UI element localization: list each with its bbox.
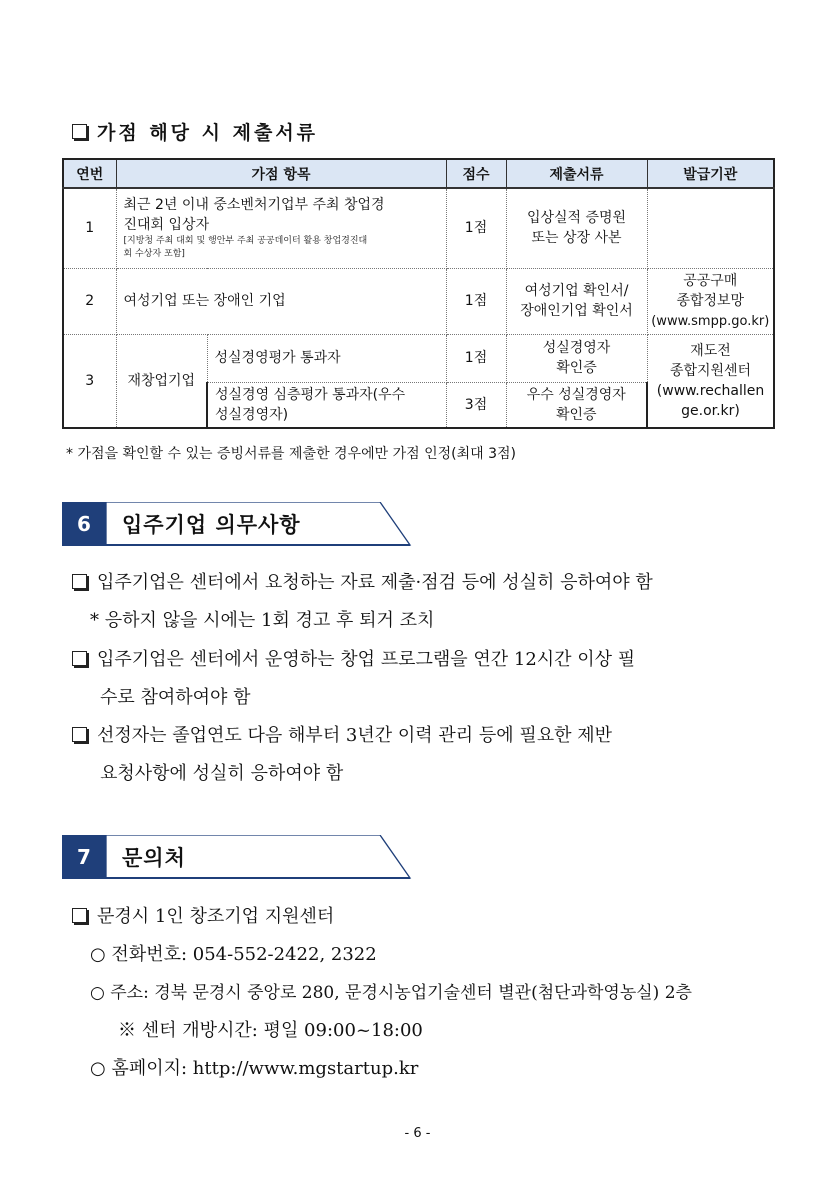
row2-no: 2 [63,268,116,334]
row2-doc-line2: 장애인기업 확인서 [520,303,633,319]
table-row [63,334,774,382]
table-row [63,188,774,268]
section7-center [72,902,777,928]
section6-item1-note: * 응하지 않을 시에는 1회 경고 후 퇴거 조치 [90,610,435,631]
row1-doc [506,188,647,268]
row3-org-line3: (www.rechallen [656,382,765,399]
section7-hours: ※ 센터 개방시간: 평일 09:00~18:00 [118,1020,423,1041]
table-header-row [63,159,774,188]
doc-heading [72,118,318,145]
checkbox-square-icon [72,574,87,589]
header-org: 발급기관 [647,159,774,188]
row1-item [116,188,446,268]
header-score: 점수 [446,159,506,188]
row3-sub1-item: 성실경영평가 통과자 [207,334,446,382]
section7-address: ○ 주소: 경북 문경시 중앙로 280, 문경시농업기술센터 별관(첨단과학영농실) 2층 [90,983,692,1003]
row3-sub1-doc [506,334,647,382]
checkbox-square-icon [72,651,87,666]
table-row [63,268,774,334]
checkbox-square-icon [72,908,87,923]
section7-center-text: 문경시 1인 창조기업 지원센터 [97,906,335,927]
section7-number: 7 [77,845,91,869]
section7-phone: ○ 전화번호: 054-552-2422, 2322 [90,944,377,965]
header-doc: 제출서류 [506,159,647,188]
row2-org [647,268,774,334]
section7-homepage: ○ 홈페이지: http://www.mgstartup.kr [90,1058,419,1079]
section6-header [62,502,412,546]
row2-org-line3: (www.smpp.go.kr) [651,313,770,329]
row3-sub1-doc-line2: 확인증 [556,360,597,376]
row3-sub2-item [207,382,446,428]
row2-doc-line1: 여성기업 확인서/ [524,283,629,299]
row3-sub2-doc-line2: 확인증 [555,406,597,423]
header-no: 연번 [63,159,116,188]
row1-item-note2: 회 수상자 포함] [123,249,185,260]
row3-no: 3 [63,334,116,428]
section6-title: 입주기업 의무사항 [122,513,301,537]
section6-item2-line1: 입주기업은 센터에서 운영하는 창업 프로그램을 연간 12시간 이상 필 [97,649,636,670]
section6-item3 [72,721,777,747]
row3-sub2-doc-line1: 우수 성실경영자 [526,386,626,403]
row2-org-line2: 종합정보망 [676,292,745,309]
row2-item: 여성기업 또는 장애인 기업 [116,268,446,334]
row3-org-line4: ge.or.kr) [681,402,740,419]
row3-org-line2: 종합지원센터 [669,362,752,379]
checkbox-square-icon [72,124,87,139]
section7-title: 문의처 [122,846,186,870]
bonus-points-table [62,158,775,429]
doc-heading-text: 가점 해당 시 제출서류 [97,122,319,144]
row2-doc [506,268,647,334]
section6-item1 [72,568,777,594]
section6-item3-cont: 요청사항에 성실히 응하여야 함 [100,763,344,784]
row3-category: 재창업기업 [116,334,207,428]
row3-sub2-doc [506,382,647,428]
row3-sub2-item-line1: 성실경영 심층평가 통과자(우수 [215,386,406,403]
row1-no: 1 [63,188,116,268]
row1-score: 1점 [446,188,506,268]
section7-header [62,835,412,879]
section6-number: 6 [77,512,91,536]
row1-org [647,188,774,268]
section6-item2-cont: 수로 참여하여야 함 [100,687,251,708]
row3-sub1-score: 1점 [446,334,506,382]
row2-score: 1점 [446,268,506,334]
section6-item1-text: 입주기업은 센터에서 요청하는 자료 제출·점검 등에 성실히 응하여야 함 [97,572,653,593]
table-note: * 가점을 확인할 수 있는 증빙서류를 제출한 경우에만 가점 인정(최대 3점) [66,446,517,462]
header-item: 가점 항목 [116,159,446,188]
page-number: - 6 - [404,1126,431,1141]
row1-item-note1: [지방청 주최 대회 및 행안부 주최 공공데이터 활용 창업경진대 [123,236,368,247]
row3-org-line1: 재도전 [690,342,731,359]
section6-item2 [72,645,777,671]
row1-doc-line1: 입상실적 증명원 [526,210,627,227]
row2-org-line1: 공공구매 [683,272,738,289]
row3-org [647,334,774,428]
row3-sub2-score: 3점 [446,382,506,428]
row3-sub2-item-line2: 성실경영자) [215,406,289,423]
row3-sub1-doc-line1: 성실경영자 [542,340,611,356]
row1-doc-line2: 또는 상장 사본 [531,230,622,247]
section-banner-shape [62,835,412,879]
section6-item3-line1: 선정자는 졸업연도 다음 해부터 3년간 이력 관리 등에 필요한 제반 [97,725,613,746]
checkbox-square-icon [72,727,87,742]
row1-item-line2: 진대회 입상자 [123,217,210,234]
row1-item-line1: 최근 2년 이내 중소벤처기업부 주최 창업경 [123,197,385,214]
